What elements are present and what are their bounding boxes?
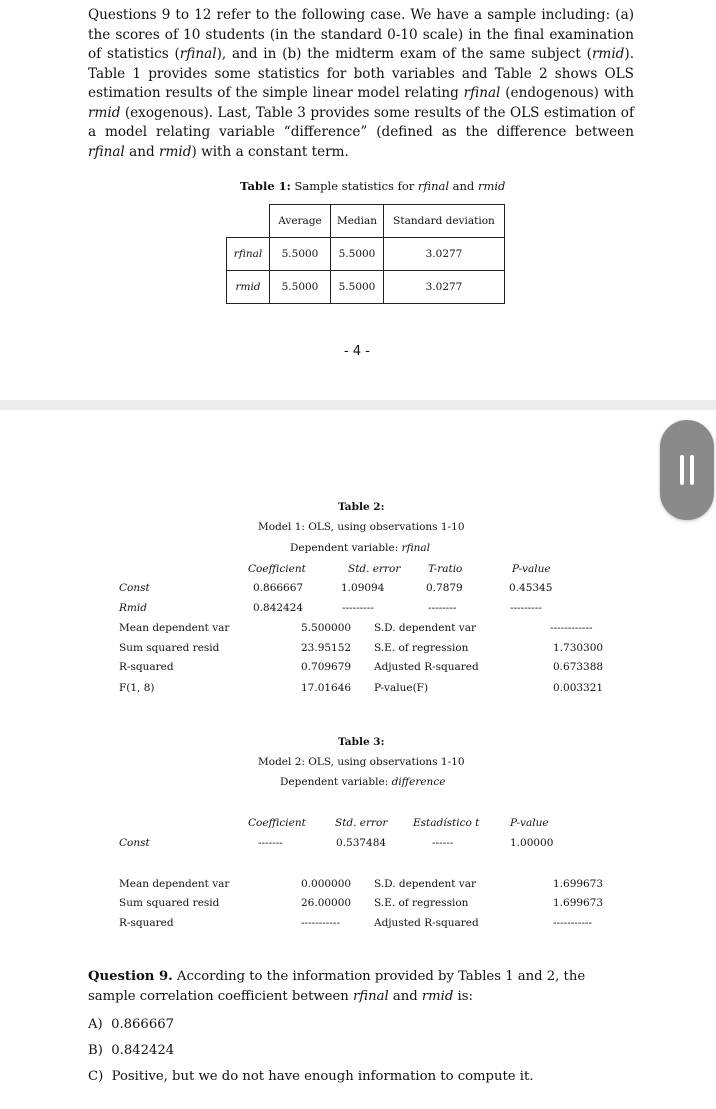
stat-value: ------------ xyxy=(550,622,593,634)
stat-label: S.D. dependent var xyxy=(374,622,476,634)
stat-value: 0.003321 xyxy=(553,682,604,694)
stat-value: 0.709679 xyxy=(301,661,352,673)
table1-header: Average xyxy=(270,205,331,238)
table2-model: Model 1: OLS, using observations 1-10 xyxy=(258,521,465,533)
option-a[interactable]: A) 0.866667 xyxy=(88,1017,174,1032)
option-b[interactable]: B) 0.842424 xyxy=(88,1043,175,1058)
stat-label: P-value(F) xyxy=(374,682,429,694)
table-cell: ------ xyxy=(432,837,454,849)
table-cell: 3.0277 xyxy=(384,238,505,271)
col-t-ratio: T-ratio xyxy=(428,563,463,575)
table-cell: 1.09094 xyxy=(341,582,385,594)
table-row xyxy=(227,238,505,271)
table2-dependent: Dependent variable: rfinal xyxy=(290,542,430,554)
table3-title: Table 3: xyxy=(338,736,385,748)
stat-value: 0.673388 xyxy=(553,661,604,673)
table-cell: 5.5000 xyxy=(270,238,331,271)
table-cell: 0.866667 xyxy=(253,582,304,594)
col-coefficient: Coefficient xyxy=(248,817,306,829)
stat-value: 26.00000 xyxy=(301,897,352,909)
stat-label: Sum squared resid xyxy=(119,897,220,909)
col-p-value: P-value xyxy=(510,817,549,829)
table-cell: 0.7879 xyxy=(426,582,463,594)
stat-label: F(1, 8) xyxy=(119,682,155,694)
stat-value: 1.730300 xyxy=(553,642,604,654)
stat-label: R-squared xyxy=(119,917,174,929)
stat-value: ----------- xyxy=(301,917,341,929)
table-cell: --------- xyxy=(342,602,374,614)
col-coefficient: Coefficient xyxy=(248,563,306,575)
stat-label: Mean dependent var xyxy=(119,622,230,634)
table1-caption: Table 1: Sample statistics for rfinal and rmid xyxy=(240,179,506,193)
stat-label: Mean dependent var xyxy=(119,878,230,890)
stat-value: 17.01646 xyxy=(301,682,352,694)
table1-header: Standard deviation xyxy=(384,205,505,238)
stat-value: 1.699673 xyxy=(553,878,604,890)
col-p-value: P-value xyxy=(512,563,551,575)
row-label: Rmid xyxy=(119,602,147,614)
question-9: Question 9. According to the information provided by Tables 1 and 2, the sample correlation coefficient between rfinal and rmid is: xyxy=(88,969,586,1004)
page-separator xyxy=(0,400,716,410)
row-label: rfinal xyxy=(227,238,270,271)
table1-header: Median xyxy=(331,205,384,238)
option-c[interactable]: C) Positive, but we do not have enough information to compute it. xyxy=(88,1069,534,1084)
table1-header-row xyxy=(227,205,505,238)
table-cell: ------- xyxy=(258,837,283,849)
table-cell: 5.5000 xyxy=(270,271,331,304)
col-t-stat: Estadístico t xyxy=(413,817,480,829)
stat-label: Sum squared resid xyxy=(119,642,220,654)
col-std-error: Std. error xyxy=(335,817,388,829)
table3-dependent: Dependent variable: difference xyxy=(280,776,446,788)
page-number: - 4 - xyxy=(344,344,370,359)
table2-title: Table 2: xyxy=(338,501,385,513)
row-label: rmid xyxy=(227,271,270,304)
stat-value: 5.500000 xyxy=(301,622,352,634)
table3-model: Model 2: OLS, using observations 1-10 xyxy=(258,756,465,768)
stat-label: S.D. dependent var xyxy=(374,878,476,890)
stat-value: 1.699673 xyxy=(553,897,604,909)
intro-paragraph: Questions 9 to 12 refer to the following case. We have a sample including: (a) the scores of 10 students (in the standard 0-10 scale) in the final examination of statistics (rfinal), and in (b) the midterm exam of the same subject (rmid). Table 1 provides some statistics for both variables and Table 2 shows OLS estimation results of the simple linear model relating rfinal (endogenous) with rmid (exogenous). Last, Table 3 provides some results of the OLS estimation of a model relating variable “difference” (defined as the difference between rfinal and rmid) with a constant term. xyxy=(88,7,635,160)
table1 xyxy=(226,204,505,304)
table-cell: 0.842424 xyxy=(253,602,304,614)
table-cell: 0.537484 xyxy=(336,837,387,849)
row-label: Const xyxy=(119,837,150,849)
page-4 xyxy=(0,0,716,400)
stat-label: R-squared xyxy=(119,661,174,673)
stat-label: Adjusted R-squared xyxy=(374,917,479,929)
stat-value: ----------- xyxy=(553,917,593,929)
table-cell: 3.0277 xyxy=(384,271,505,304)
stat-value: 23.95152 xyxy=(301,642,352,654)
stat-label: Adjusted R-squared xyxy=(374,661,479,673)
table-cell: 5.5000 xyxy=(331,238,384,271)
table-row xyxy=(227,271,505,304)
stat-label: S.E. of regression xyxy=(374,897,469,909)
table-cell: --------- xyxy=(510,602,542,614)
row-label: Const xyxy=(119,582,150,594)
table-cell: -------- xyxy=(428,602,457,614)
table-cell: 1.00000 xyxy=(510,837,554,849)
stat-label: S.E. of regression xyxy=(374,642,469,654)
scroll-handle-icon[interactable] xyxy=(660,420,714,520)
table-cell: 0.45345 xyxy=(509,582,553,594)
table-cell: 5.5000 xyxy=(331,271,384,304)
col-std-error: Std. error xyxy=(348,563,401,575)
stat-value: 0.000000 xyxy=(301,878,352,890)
